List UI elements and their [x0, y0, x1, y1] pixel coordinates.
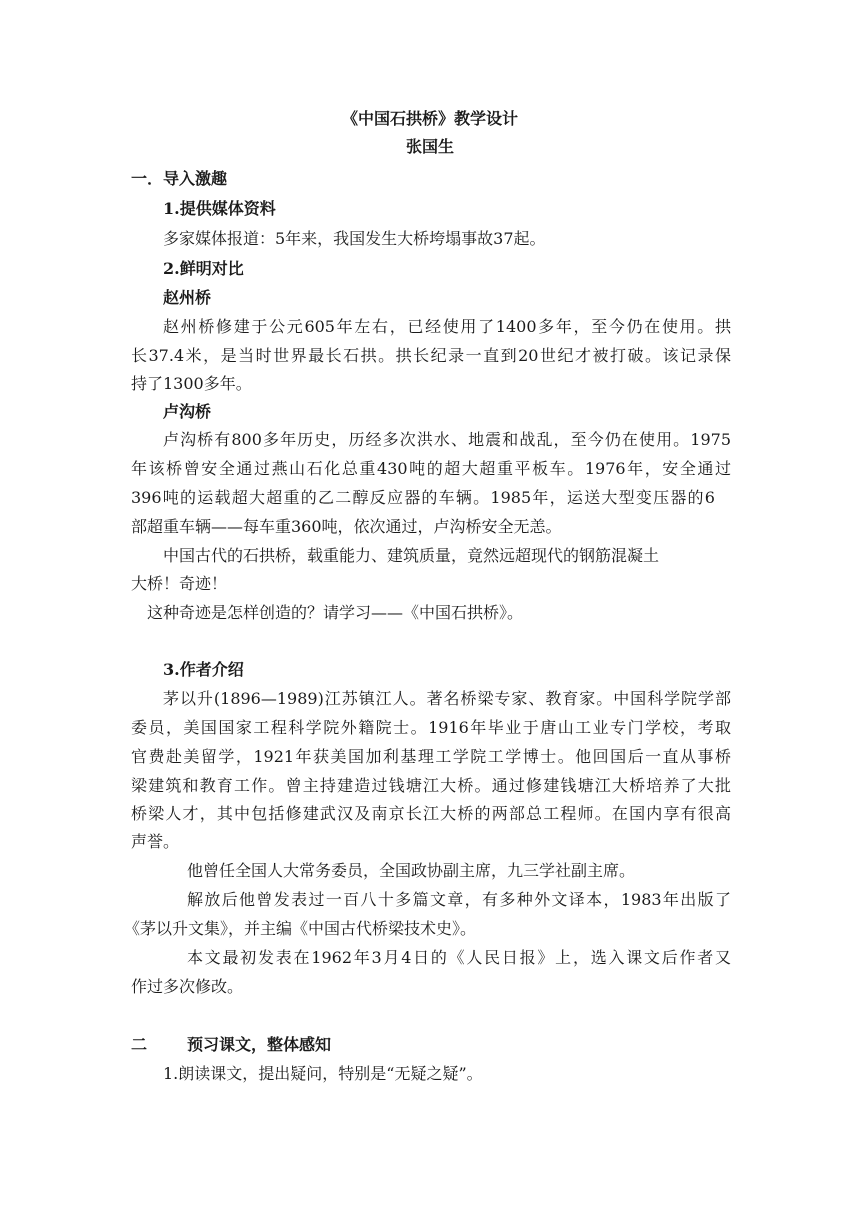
author-bio-line: 茅以升(1896—1989)江苏镇江人。著名桥梁专家、教育家。中国科学院学部 [163, 689, 731, 708]
section-2-item-1: 1.朗读课文，提出疑问，特别是“无疑之疑”。 [163, 1064, 483, 1083]
lugou-paragraph-line: 396吨的运载超大超重的乙二醇反应器的车辆。1985年，运送大型变压器的6 [131, 488, 715, 507]
lead-in-question: 这种奇迹是怎样创造的？请学习——《中国石拱桥》。 [147, 603, 524, 622]
media-report-text: 多家媒体报道：5年来，我国发生大桥垮塌事故37起。 [163, 229, 546, 248]
section-1-heading: 一．导入激趣 [131, 169, 228, 188]
document-author: 张国生 [405, 137, 454, 156]
contrast-paragraph-line: 中国古代的石拱桥，载重能力、建筑质量，竟然远超现代的钢筋混凝土 [163, 546, 660, 565]
publication-note-line: 本文最初发表在1962年3月4日的《人民日报》上，选入课文后作者又 [187, 948, 731, 967]
author-bio-line: 声誉。 [131, 832, 180, 851]
author-bio-line: 桥梁人才，其中包括修建武汉及南京长江大桥的两部总工程师。在国内享有很高 [131, 804, 731, 823]
lugou-bridge-heading: 卢沟桥 [163, 402, 212, 421]
author-works-line: 解放后他曾发表过一百八十多篇文章，有多种外文译本，1983年出版了 [187, 890, 731, 909]
subsection-1-heading: 1.提供媒体资料 [163, 199, 276, 218]
subsection-2-heading: 2.鲜明对比 [163, 259, 244, 278]
zhaozhou-paragraph-line: 赵州桥修建于公元605年左右，已经使用了1400多年，至今仍在使用。拱 [163, 317, 731, 336]
subsection-3-heading: 3.作者介绍 [163, 660, 244, 679]
author-posts-text: 他曾任全国人大常务委员，全国政协副主席，九三学社副主席。 [187, 861, 636, 880]
author-bio-line: 官费赴美留学，1921年获美国加利基理工学院工学博士。他回国后一直从事桥 [131, 747, 731, 766]
document-title: 《中国石拱桥》教学设计 [341, 109, 518, 128]
lugou-paragraph-line: 部超重车辆——每车重360吨，依次通过，卢沟桥安全无恙。 [131, 517, 562, 536]
author-bio-line: 委员，美国国家工程科学院外籍院士。1916年毕业于唐山工业专门学校，考取 [131, 718, 731, 737]
zhaozhou-paragraph-line: 长37.4米，是当时世界最长石拱。拱长纪录一直到20世纪才被打破。该记录保 [131, 346, 731, 365]
section-2-number: 二 [131, 1035, 148, 1054]
zhaozhou-bridge-heading: 赵州桥 [163, 288, 212, 307]
author-bio-line: 梁建筑和教育工作。曾主持建造过钱塘江大桥。通过修建钱塘江大桥培养了大批 [131, 776, 731, 795]
section-2-heading: 预习课文，整体感知 [187, 1035, 332, 1054]
lugou-paragraph-line: 年该桥曾安全通过燕山石化总重430吨的超大超重平板车。1976年，安全通过 [131, 459, 731, 478]
lugou-paragraph-line: 卢沟桥有800多年历史，历经多次洪水、地震和战乱，至今仍在使用。1975 [163, 430, 731, 449]
contrast-paragraph-line: 大桥！奇迹！ [131, 574, 228, 593]
author-works-line: 《茅以升文集》，并主编《中国古代桥梁技术史》。 [124, 919, 477, 938]
publication-note-line: 作过多次修改。 [131, 977, 244, 996]
zhaozhou-paragraph-line: 持了1300多年。 [131, 374, 252, 393]
